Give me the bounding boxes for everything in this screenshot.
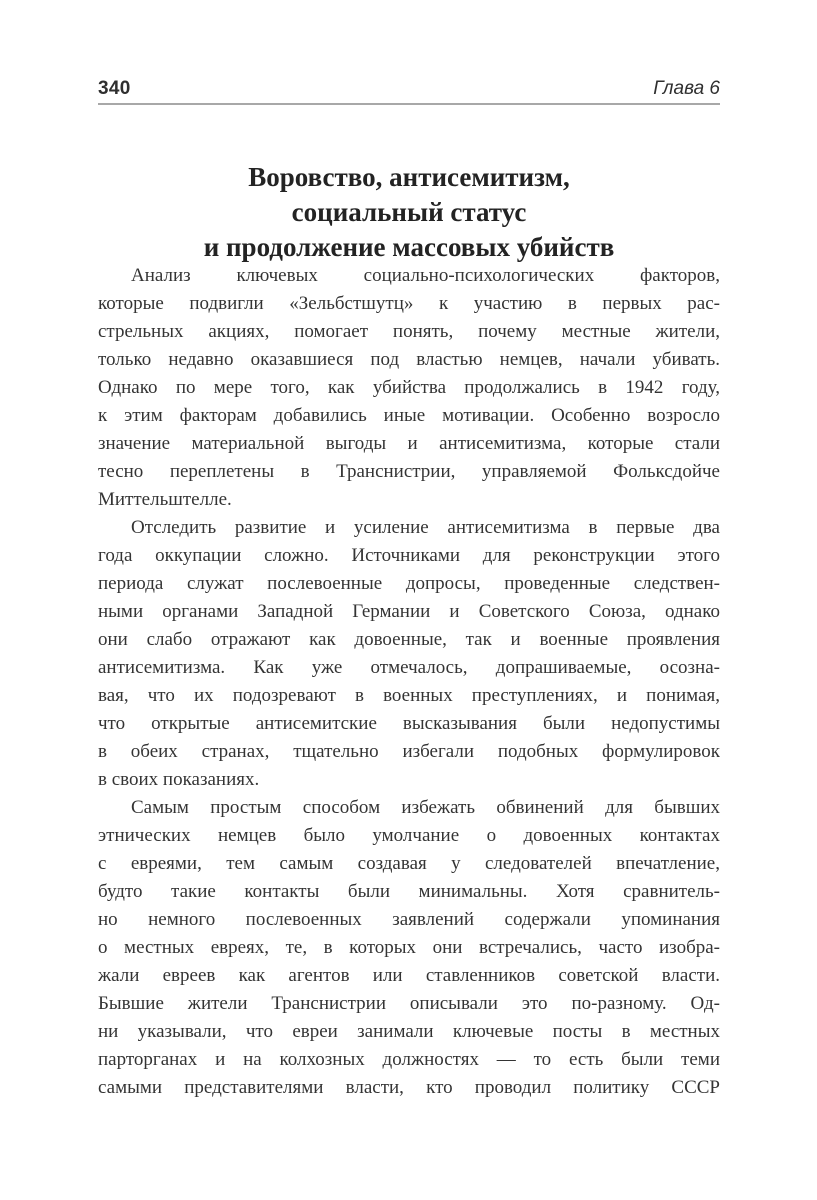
text-line: Отследить развитие и усиление антисемитизма в первые два xyxy=(131,517,720,538)
title-line: и продолжение массовых убийств xyxy=(203,232,615,263)
text-line: ными органами Западной Германии и Советского Союза, однако xyxy=(98,601,720,622)
title-line: социальный статус xyxy=(291,197,527,228)
text-line: они слабо отражают как довоенные, так и военные проявления xyxy=(98,629,720,650)
body-text xyxy=(98,262,720,1102)
text-line: Бывшие жители Транснистрии описывали это по-разному. Од- xyxy=(98,993,720,1014)
header-rule xyxy=(98,103,720,105)
text-line: Однако по мере того, как убийства продолжались в 1942 году, xyxy=(98,377,720,398)
text-line: будто такие контакты были минимальны. Хотя сравнитель- xyxy=(98,881,720,902)
text-line: самыми представителями власти, кто проводил политику СССР xyxy=(98,1077,720,1098)
text-line: Миттельштелле. xyxy=(98,489,232,510)
text-line: но немного послевоенных заявлений содержали упоминания xyxy=(98,909,720,930)
text-line: в обеих странах, тщательно избегали подобных формулировок xyxy=(98,741,720,762)
text-line: вая, что их подозревают в военных преступлениях, и понимая, xyxy=(98,685,720,706)
text-line: только недавно оказавшиеся под властью немцев, начали убивать. xyxy=(98,349,720,370)
running-head xyxy=(98,78,720,100)
text-line: этнических немцев было умолчание о довоенных контактах xyxy=(98,825,720,846)
text-line: тесно переплетены в Транснистрии, управляемой Фольксдойче xyxy=(98,461,720,482)
text-line: что открытые антисемитские высказывания были недопустимы xyxy=(98,713,720,734)
paragraph xyxy=(98,262,720,514)
text-line: парторганах и на колхозных должностях — то есть были теми xyxy=(98,1049,720,1070)
text-line: значение материальной выгоды и антисемитизма, которые стали xyxy=(98,433,720,454)
paragraph xyxy=(98,794,720,1102)
paragraph xyxy=(98,514,720,794)
text-line: о местных евреях, те, в которых они встречались, часто изобра- xyxy=(98,937,720,958)
text-line: в своих показаниях. xyxy=(98,769,260,790)
text-line: ни указывали, что евреи занимали ключевые посты в местных xyxy=(98,1021,720,1042)
text-line: стрельных акциях, помогает понять, почему местные жители, xyxy=(98,321,720,342)
text-line: года оккупации сложно. Источниками для реконструкции этого xyxy=(98,545,720,566)
chapter-title xyxy=(98,160,720,265)
text-line: которые подвигли «Зельбстшутц» к участию в первых рас- xyxy=(98,293,720,314)
title-line: Воровство, антисемитизм, xyxy=(248,162,570,193)
text-line: периода служат послевоенные допросы, проведенные следствен- xyxy=(98,573,720,594)
text-line: с евреями, тем самым создавая у следователей впечатление, xyxy=(98,853,720,874)
text-line: Анализ ключевых социально-психологических факторов, xyxy=(131,265,720,286)
text-line: к этим факторам добавились иные мотивации. Особенно возросло xyxy=(98,405,720,426)
chapter-label: Глава 6 xyxy=(653,78,720,99)
text-line: жали евреев как агентов или ставленников советской власти. xyxy=(98,965,720,986)
text-line: антисемитизма. Как уже отмечалось, допрашиваемые, осозна- xyxy=(98,657,720,678)
page-number: 340 xyxy=(98,78,131,99)
text-line: Самым простым способом избежать обвинений для бывших xyxy=(131,797,720,818)
